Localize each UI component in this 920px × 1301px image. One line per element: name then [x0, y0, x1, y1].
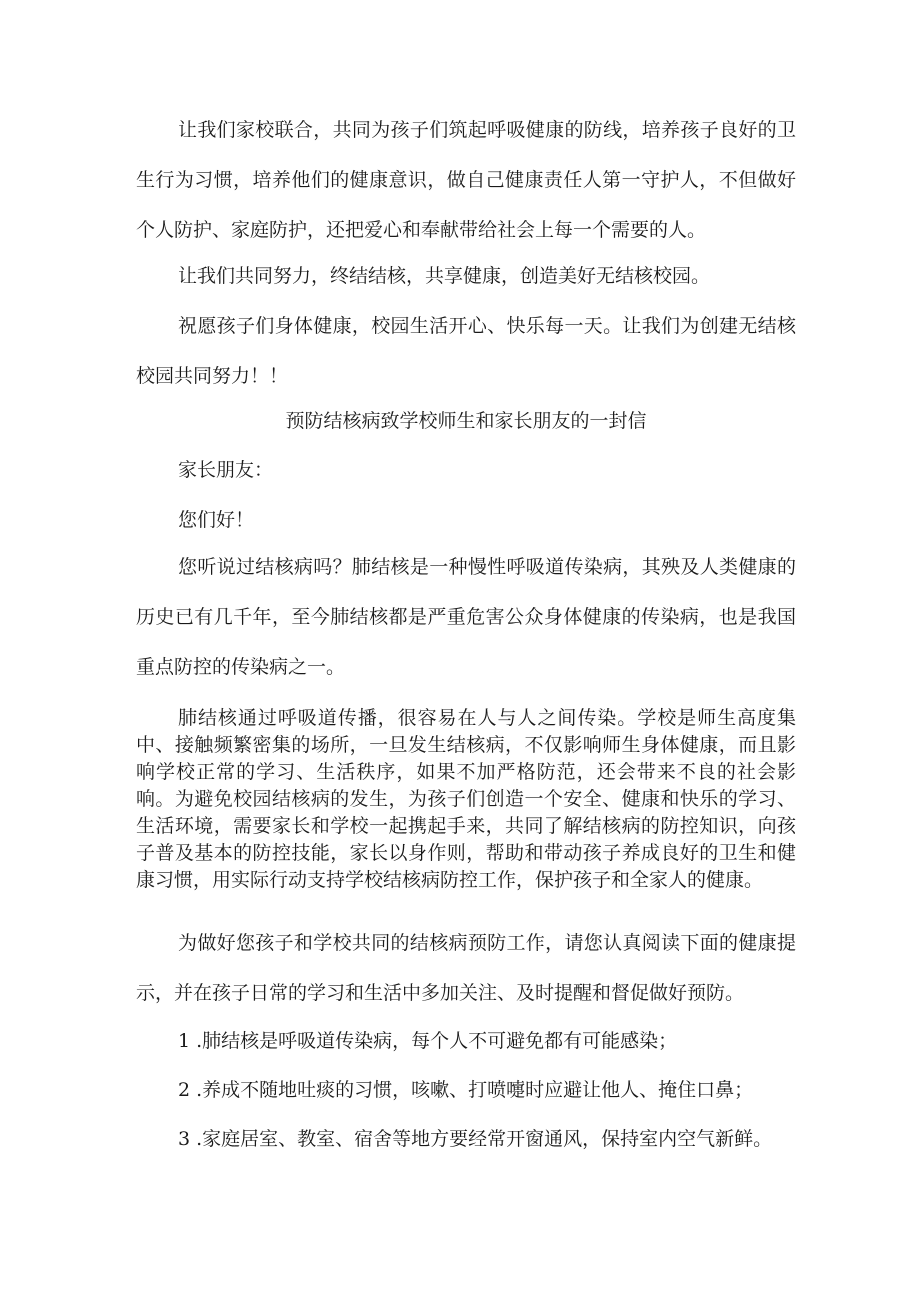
letter-salutation: 家长朋友：: [178, 459, 274, 481]
intro-paragraph-1: 让我们家校联合，共同为孩子们筑起呼吸健康的防线，培养孩子良好的卫生行为习惯，培养他们的健康意识，做自己健康责任人第一守护人，不但做好个人防护、家庭防护，还把爱心和奉献带给社会上每一个需要的人。: [136, 119, 796, 241]
letter-title: 预防结核病致学校师生和家长朋友的一封信: [285, 410, 647, 432]
tip-item-2: 2 .养成不随地吐痰的习惯，咳嗽、打喷嚏时应避让他人、掩住口鼻；: [178, 1079, 754, 1101]
letter-paragraph-2: 肺结核通过呼吸道传播，很容易在人与人之间传染。学校是师生高度集中、接触频繁密集的场所，一旦发生结核病，不仅影响师生身体健康，而且影响学校正常的学习、生活秩序，如果不加严格防范，还会带来不良的社会影响。为避免校园结核病的发生，为孩子们创造一个安全、健康和快乐的学习、生活环境，需要家长和学校一起携起手来，共同了解结核病的防控知识，向孩子普及基本的防控技能，家长以身作则，帮助和带动孩子养成良好的卫生和健康习惯，用实际行动支持学校结核病防控工作，保护孩子和全家人的健康。: [136, 707, 796, 891]
tip-item-1: 1 .肺结核是呼吸道传染病，每个人不可避免都有可能感染；: [178, 1030, 678, 1052]
letter-greeting: 您们好！: [178, 509, 255, 531]
intro-paragraph-2: 让我们共同努力，终结结核，共享健康，创造美好无结核校园。: [178, 265, 711, 287]
letter-paragraph-3: 为做好您孩子和学校共同的结核病预防工作，请您认真阅读下面的健康提示，并在孩子日常的学习和生活中多加关注、及时提醒和督促做好预防。: [136, 932, 796, 1004]
tip-item-3: 3 .家庭居室、教室、宿舍等地方要经常开窗通风，保持室内空气新鲜。: [178, 1128, 773, 1150]
letter-paragraph-1: 您听说过结核病吗？肺结核是一种慢性呼吸道传染病，其殃及人类健康的历史已有几千年，至今肺结核都是严重危害公众身体健康的传染病，也是我国重点防控的传染病之一。: [136, 556, 796, 678]
intro-paragraph-3: 祝愿孩子们身体健康，校园生活开心、快乐每一天。让我们为创建无结核校园共同努力！！: [136, 315, 796, 387]
